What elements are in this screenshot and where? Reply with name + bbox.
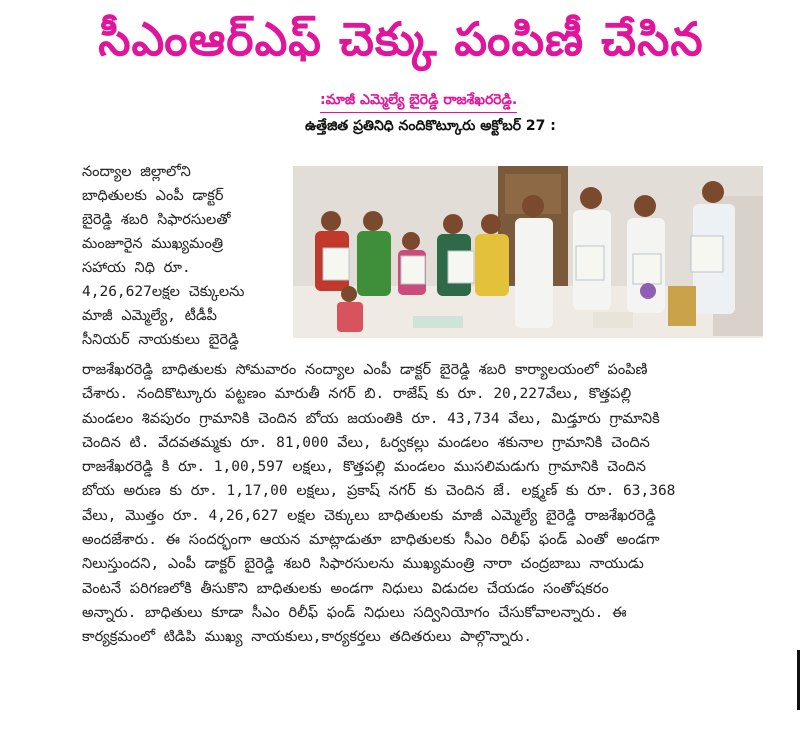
article-line: బోయ అరుణ కు రూ. 1,17,00 లక్షలు, ప్రకాష్ నగర్ కు చెందిన జే. లక్ష్మణ్ కు రూ. 63,368 — [82, 483, 676, 500]
byline-text: :మాజీ ఎమ్మెల్యే బైరెడ్డి రాజశేఖరరెడ్డి. — [320, 92, 517, 113]
article-line: సీనియర్ నాయకులు బైరెడ్డి — [82, 332, 239, 348]
article-body — [82, 358, 772, 650]
article-line: బాధితులకు ఎంపీ డాక్టర్ — [82, 188, 224, 204]
article-line: మంజూరైన ముఖ్యమంత్రి — [82, 236, 224, 252]
article-line: నంద్యాల జిల్లాలోని — [82, 164, 191, 180]
article-line: అన్నారు. బాధితులు కూడా సీఎం రిలీఫ్ ఫండ్ నిధులు సద్వినియోగం చేసుకోవాలన్నారు. ఈ — [82, 604, 627, 621]
article-line: వేలు, మొత్తం రూ. 4,26,627 లక్షల చెక్కులు బాధితులకు మాజీ ఎమ్మెల్యే బైరెడ్డి రాజశేఖరరెడ్డి — [82, 507, 656, 524]
headline: సీఎంఆర్ఎఫ్ చెక్కు పంపిణీ చేసిన — [98, 12, 704, 66]
news-photo — [293, 166, 763, 338]
article-line: మండలం శివపురం గ్రామానికి చెందిన బోయ జయంతికి రూ. 43,734 వేలు, మిడ్తూరు గ్రామానికి — [82, 410, 660, 427]
article-line: చెందిన టి. వేదవతమ్మకు రూ. 81,000 వేలు, ఓర్వకల్లు మండలం శకునాల గ్రామానికి చెందిన — [82, 434, 650, 451]
group-photo-icon — [293, 166, 763, 338]
article-line: 4,26,627లక్షల చెక్కులను — [82, 284, 245, 300]
article-line: సహాయ నిధి రూ. — [82, 260, 191, 276]
dateline: ఉత్తేజిత ప్రతినిధి నందికొట్కూరు అక్టోబర్ 27 : — [305, 118, 556, 134]
article-left-column — [82, 160, 277, 352]
article-line: నిలుస్తుందని, ఎంపీ డాక్టర్ బైరెడ్డి శబరి సిఫారసులను ముఖ్యమంత్రి నారా చంద్రబాబు నాయుడు — [82, 556, 644, 573]
article-line: కార్యక్రమంలో టిడిపి ముఖ్య నాయకులు,కార్యకర్తలు తదితరులు పాల్గొన్నారు. — [82, 629, 532, 646]
article-line: వెంటనే పరిగణలోకి తీసుకొని బాధితులకు అండగా నిధులు విడుదల చేయడం సంతోషకరం — [82, 580, 609, 597]
article-line: అందజేశారు. ఈ సందర్భంగా ఆయన మాట్లాడుతూ బాధితులకు సీఎం రిలీఫ్ ఫండ్ ఎంతో అండగా — [82, 532, 660, 549]
byline — [320, 92, 740, 113]
article-line: రాజశేఖరరెడ్డి బాధితులకు సోమవారం నంద్యాల ఎంపీ డాక్టర్ బైరెడ్డి శబరి కార్యాలయంలో పంపిణి — [82, 362, 648, 378]
article-line: రాజశేఖరరెడ్డి కి రూ. 1,00,597 లక్షలు, కొత్తపల్లి మండలం ముసలిమడుగు గ్రామానికి చెందిన — [82, 459, 646, 476]
article-line: బైరెడ్డి శబరి సిఫారసులతో — [82, 212, 231, 228]
article-line: చేశారు. నందికొట్కూరు పట్టణం మారుతీ నగర్ బి. రాజేష్ కు రూ. 20,227వేలు, కొత్తపల్లి — [82, 386, 632, 403]
article-line: మాజీ ఎమ్మెల్యే, టీడీపీ — [82, 308, 217, 324]
column-rule — [797, 650, 800, 710]
